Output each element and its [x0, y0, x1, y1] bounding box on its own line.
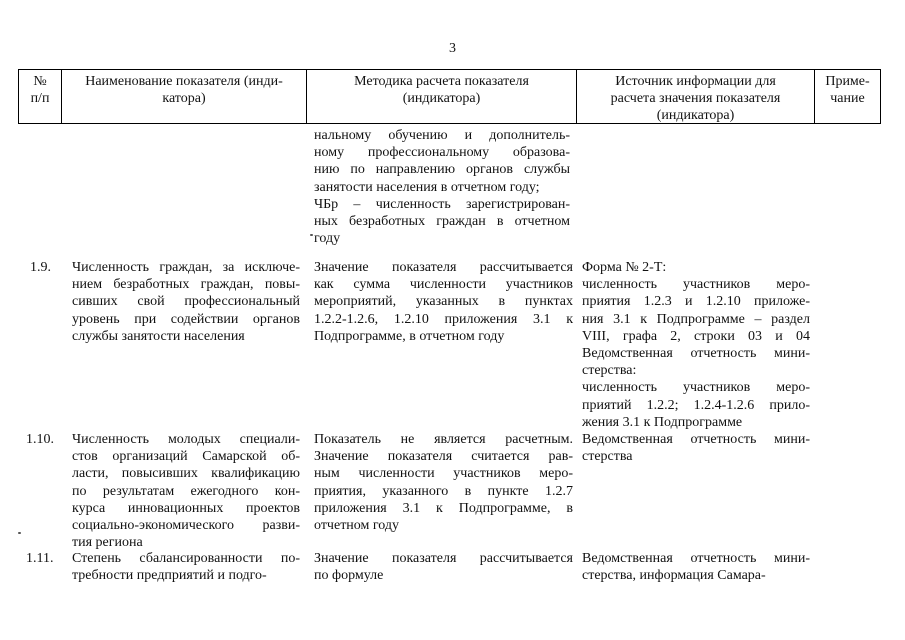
row-method-cell	[314, 550, 573, 584]
text-line: численность участников меро-	[582, 277, 810, 293]
text-line: отчетном году	[314, 518, 400, 534]
text-line: Ведомственная отчетность мини-	[582, 432, 810, 447]
row-source-cell	[582, 550, 810, 584]
text-line: Значение показателя рассчитывается	[314, 260, 573, 275]
text-line: расчета значения показателя	[610, 91, 781, 106]
text-line: приятия 1.2.3 и 1.2.10 приложе-	[582, 294, 810, 310]
text-line: (индикатора)	[656, 108, 735, 123]
row-method-cell	[314, 259, 573, 345]
text-line: как сумма численности участников	[314, 277, 573, 293]
text-line: 1.2.2-1.2.6, 1.2.10 приложения 3.1 к	[314, 311, 573, 327]
row-method-cell	[314, 431, 573, 534]
text-line: Подпрограмме, в отчетном году	[314, 328, 505, 344]
row-number: 1.11.	[26, 551, 54, 566]
text-line: Методика расчета показателя	[354, 74, 529, 89]
text-line: тия региона	[72, 535, 143, 551]
text-line: ния 3.1 к Подпрограмме – раздел	[582, 311, 810, 327]
text-line: чание	[830, 91, 865, 106]
row-number: 1.9.	[30, 260, 51, 275]
header-col-name	[62, 69, 307, 124]
text-line: нальному обучению и дополнитель-	[314, 128, 570, 143]
text-line: Численность граждан, за исключе-	[72, 260, 300, 275]
text-line: Численность молодых специали-	[72, 432, 300, 447]
row-number: 1.10.	[26, 432, 54, 447]
text-line: Значение показателя считается рав-	[314, 449, 573, 465]
header-col-source	[577, 69, 815, 124]
text-line: службы занятости населения	[72, 328, 245, 344]
row-name-cell	[72, 550, 300, 584]
text-line: по результатам ежегодного кон-	[72, 483, 300, 499]
text-line: п/п	[30, 91, 50, 106]
text-line: ласти, повысивших квалификацию	[72, 466, 300, 482]
row-source-cell	[582, 431, 810, 465]
text-line: сивших свой профессиональный	[72, 294, 300, 310]
text-line: Ведомственная отчетность мини-	[582, 551, 810, 566]
text-line: ному профессиональному образова-	[314, 145, 570, 161]
text-line: Приме-	[825, 74, 870, 89]
text-line: стерства:	[582, 363, 637, 379]
text-line: ЧБр – численность зарегистрирован-	[314, 196, 570, 212]
text-line: Форма № 2-Т:	[582, 260, 667, 275]
page-number: 3	[449, 41, 456, 56]
text-line: ных безработных граждан в отчетном	[314, 214, 570, 230]
text-line: Наименование показателя (инди-	[85, 74, 283, 89]
text-line: Источник информации для	[615, 74, 776, 89]
scan-speck	[310, 234, 313, 236]
text-line: численность участников меро-	[582, 380, 810, 396]
text-line: приятия, указанного в пункте 1.2.7	[314, 483, 573, 499]
text-line: катора)	[162, 91, 206, 106]
text-line: приложения 3.1 к Подпрограмме, в	[314, 500, 573, 516]
text-line: социально-экономического разви-	[72, 518, 300, 534]
text-line: Значение показателя рассчитывается	[314, 551, 573, 566]
text-line: уровень при содействии органов	[72, 311, 300, 327]
text-line: Показатель не является расчетным.	[314, 432, 573, 447]
text-line: стерства, информация Самара-	[582, 568, 766, 584]
text-line: стов организаций Самарской об-	[72, 449, 300, 465]
text-line: занятости населения в отчетном году;	[314, 179, 540, 195]
text-line: VIII, графа 2, строки 03 и 04	[582, 328, 810, 344]
text-line: по формуле	[314, 568, 384, 584]
text-line: нием безработных граждан, повы-	[72, 277, 300, 293]
text-line: жения 3.1 к Подпрограмме	[582, 414, 743, 430]
text-line: стерства	[582, 449, 633, 465]
text-line: Ведомственная отчетность мини-	[582, 346, 810, 362]
row-name-cell	[72, 259, 300, 345]
text-line: курса инновационных проектов	[72, 500, 300, 516]
scan-speck	[18, 532, 21, 534]
text-line: приятий 1.2.2; 1.2.4-1.2.6 прило-	[582, 397, 810, 413]
header-col-num	[18, 69, 62, 124]
continuation-method-cell	[314, 127, 570, 247]
text-line: году	[314, 231, 341, 247]
header-col-method	[307, 69, 577, 124]
text-line: нию по направлению органов службы	[314, 162, 570, 178]
text-line: Степень сбалансированности по-	[72, 551, 300, 566]
text-line: №	[33, 74, 47, 89]
text-line: (индикатора)	[402, 91, 481, 106]
row-name-cell	[72, 431, 300, 551]
text-line: требности предприятий и подго-	[72, 568, 267, 584]
row-source-cell	[582, 259, 810, 431]
header-col-note	[815, 69, 881, 124]
text-line: ным численности участников меро-	[314, 466, 573, 482]
text-line: мероприятий, указанных в пунктах	[314, 294, 573, 310]
